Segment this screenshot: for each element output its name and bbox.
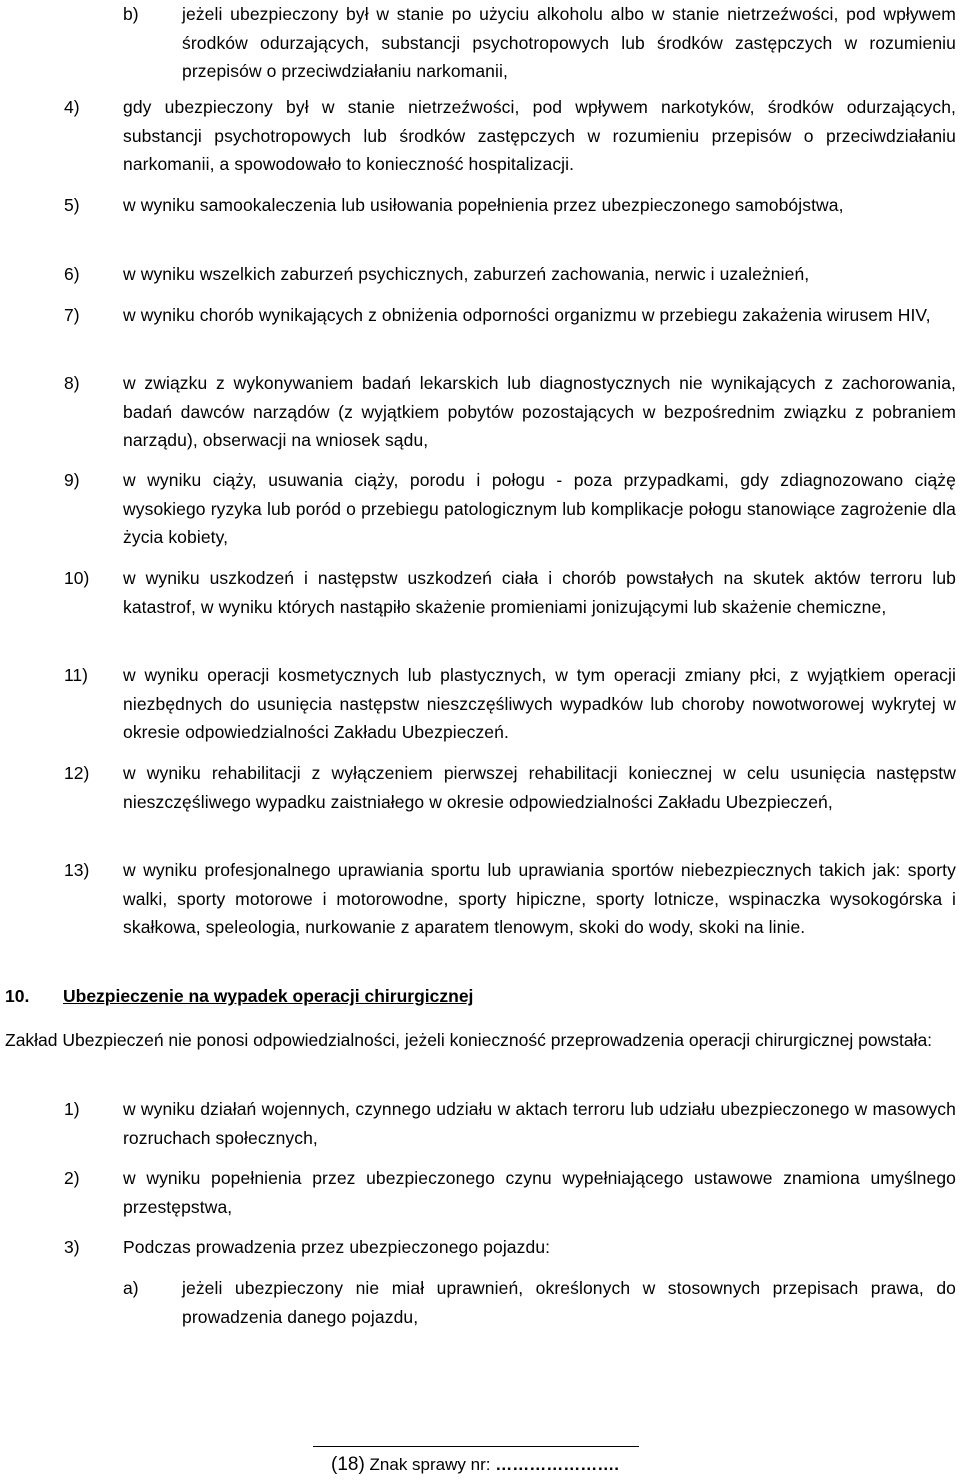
section-number: 10. bbox=[5, 986, 30, 1006]
list-item-12 bbox=[64, 759, 956, 816]
list-item-text: w związku z wykonywaniem badań lekarskich lub diagnostycznych nie wynikających z zachorowania, badań dawców narządów (z wyjątkiem pobytów pozostających w bezpośrednim związku z pobraniem narządu), obserwacji na wniosek sądu, bbox=[123, 373, 956, 450]
list-item-a bbox=[123, 1274, 956, 1331]
list-item-4 bbox=[64, 93, 956, 179]
list-item-b bbox=[123, 0, 956, 86]
list-item-text: w wyniku wszelkich zaburzeń psychicznych, zaburzeń zachowania, nerwic i uzależnień, bbox=[123, 264, 810, 284]
list-item-text: w wyniku samookaleczenia lub usiłowania popełnienia przez ubezpieczonego samobójstwa, bbox=[123, 195, 844, 215]
list-item-number: 2) bbox=[64, 1168, 80, 1188]
section-heading bbox=[5, 982, 473, 1010]
section-title: Ubezpieczenie na wypadek operacji chirurgicznej bbox=[63, 986, 474, 1006]
list-item-text: w wyniku popełnienia przez ubezpieczonego czynu wypełniającego ustawowe znamiona umyślnego przestępstwa, bbox=[123, 1168, 956, 1217]
list-item-number: 9) bbox=[64, 470, 80, 490]
list-item-13 bbox=[64, 856, 956, 942]
list-item-3 bbox=[64, 1233, 956, 1262]
list-item-5 bbox=[64, 191, 956, 220]
list-item-number: 12) bbox=[64, 763, 90, 783]
list-item-text: w wyniku rehabilitacji z wyłączeniem pierwszej rehabilitacji koniecznej w celu usunięcia następstw nieszczęśliwego wypadku zaistniałego w okresie odpowiedzialności Zakładu Ubezpieczeń, bbox=[123, 763, 956, 812]
list-item-number: 3) bbox=[64, 1237, 80, 1257]
list-item-number: a) bbox=[123, 1278, 139, 1298]
list-item-number: b) bbox=[123, 4, 139, 24]
page-footer bbox=[0, 1446, 960, 1484]
list-item-6 bbox=[64, 260, 956, 289]
footer-rule bbox=[313, 1446, 639, 1447]
list-item-number: 5) bbox=[64, 195, 80, 215]
list-item-2 bbox=[64, 1164, 956, 1221]
list-item-number: 6) bbox=[64, 264, 80, 284]
list-item-11 bbox=[64, 661, 956, 747]
list-item-number: 7) bbox=[64, 305, 80, 325]
case-number-label: Znak sprawy nr: bbox=[369, 1455, 491, 1474]
list-item-text: w wyniku działań wojennych, czynnego udziału w aktach terroru lub udziału ubezpieczonego w masowych rozruchach społecznych, bbox=[123, 1099, 956, 1148]
list-item-number: 1) bbox=[64, 1099, 80, 1119]
list-item-text: w wyniku operacji kosmetycznych lub plastycznych, w tym operacji zmiany płci, z wyjątkiem operacji niezbędnych do usunięcia następstw nieszczęśliwych wypadków lub choroby nowotworowej wykrytej w okresie odpowiedzialności Zakładu Ubezpieczeń. bbox=[123, 665, 956, 742]
list-item-7 bbox=[64, 301, 956, 330]
list-item-text: jeżeli ubezpieczony był w stanie po użyciu alkoholu albo w stanie nietrzeźwości, pod wpływem środków odurzających, substancji psychotropowych lub środków zastępczych w rozumieniu przepisów o przeciwdziałaniu narkomanii, bbox=[182, 4, 956, 81]
list-item-text: w wyniku chorób wynikających z obniżenia odporności organizmu w przebiegu zakażenia wirusem HIV, bbox=[123, 305, 931, 325]
case-number-placeholder: …………………. bbox=[495, 1455, 619, 1474]
list-item-1 bbox=[64, 1095, 956, 1152]
list-item-number: 13) bbox=[64, 860, 90, 880]
list-item-number: 11) bbox=[64, 665, 88, 685]
list-item-10 bbox=[64, 564, 956, 621]
list-item-number: 10) bbox=[64, 568, 90, 588]
footer-text bbox=[331, 1454, 619, 1476]
page-number: (18) bbox=[331, 1454, 365, 1475]
intro-paragraph: Zakład Ubezpieczeń nie ponosi odpowiedzialności, jeżeli konieczność przeprowadzenia operacji chirurgicznej powstała: bbox=[5, 1030, 933, 1050]
list-item-8 bbox=[64, 369, 956, 455]
list-item-number: 4) bbox=[64, 97, 80, 117]
list-item-text: w wyniku ciąży, usuwania ciąży, porodu i połogu - poza przypadkami, gdy zdiagnozowano ciążę wysokiego ryzyka lub poród o przebiegu patologicznym lub komplikacje połogu stanowiące zagrożenie dla życia kobiety, bbox=[123, 470, 956, 547]
list-item-text: jeżeli ubezpieczony nie miał uprawnień, określonych w stosownych przepisach prawa, do prowadzenia danego pojazdu, bbox=[182, 1278, 956, 1327]
list-item-text: w wyniku profesjonalnego uprawiania sportu lub uprawiania sportów niebezpiecznych takich jak: sporty walki, sporty motorowe i motorowodne, sporty hipiczne, sporty lotnicze, wspinaczka wysokogórska i skałkowa, speleologia, nurkowanie z aparatem tlenowym, skoki do wody, skoki na linie. bbox=[123, 860, 956, 937]
list-item-number: 8) bbox=[64, 373, 80, 393]
list-item-9 bbox=[64, 466, 956, 552]
list-item-text: w wyniku uszkodzeń i następstw uszkodzeń ciała i chorób powstałych na skutek aktów terroru lub katastrof, w wyniku których nastąpiło skażenie promieniami jonizującymi lub skażenie chemiczne, bbox=[123, 568, 956, 617]
list-item-text: Podczas prowadzenia przez ubezpieczonego pojazdu: bbox=[123, 1237, 551, 1257]
list-item-text: gdy ubezpieczony był w stanie nietrzeźwości, pod wpływem narkotyków, środków odurzających, substancji psychotropowych lub środków zastępczych w rozumieniu przepisów o przeciwdziałaniu narkomanii, a spowodowało to konieczność hospitalizacji. bbox=[123, 97, 956, 174]
